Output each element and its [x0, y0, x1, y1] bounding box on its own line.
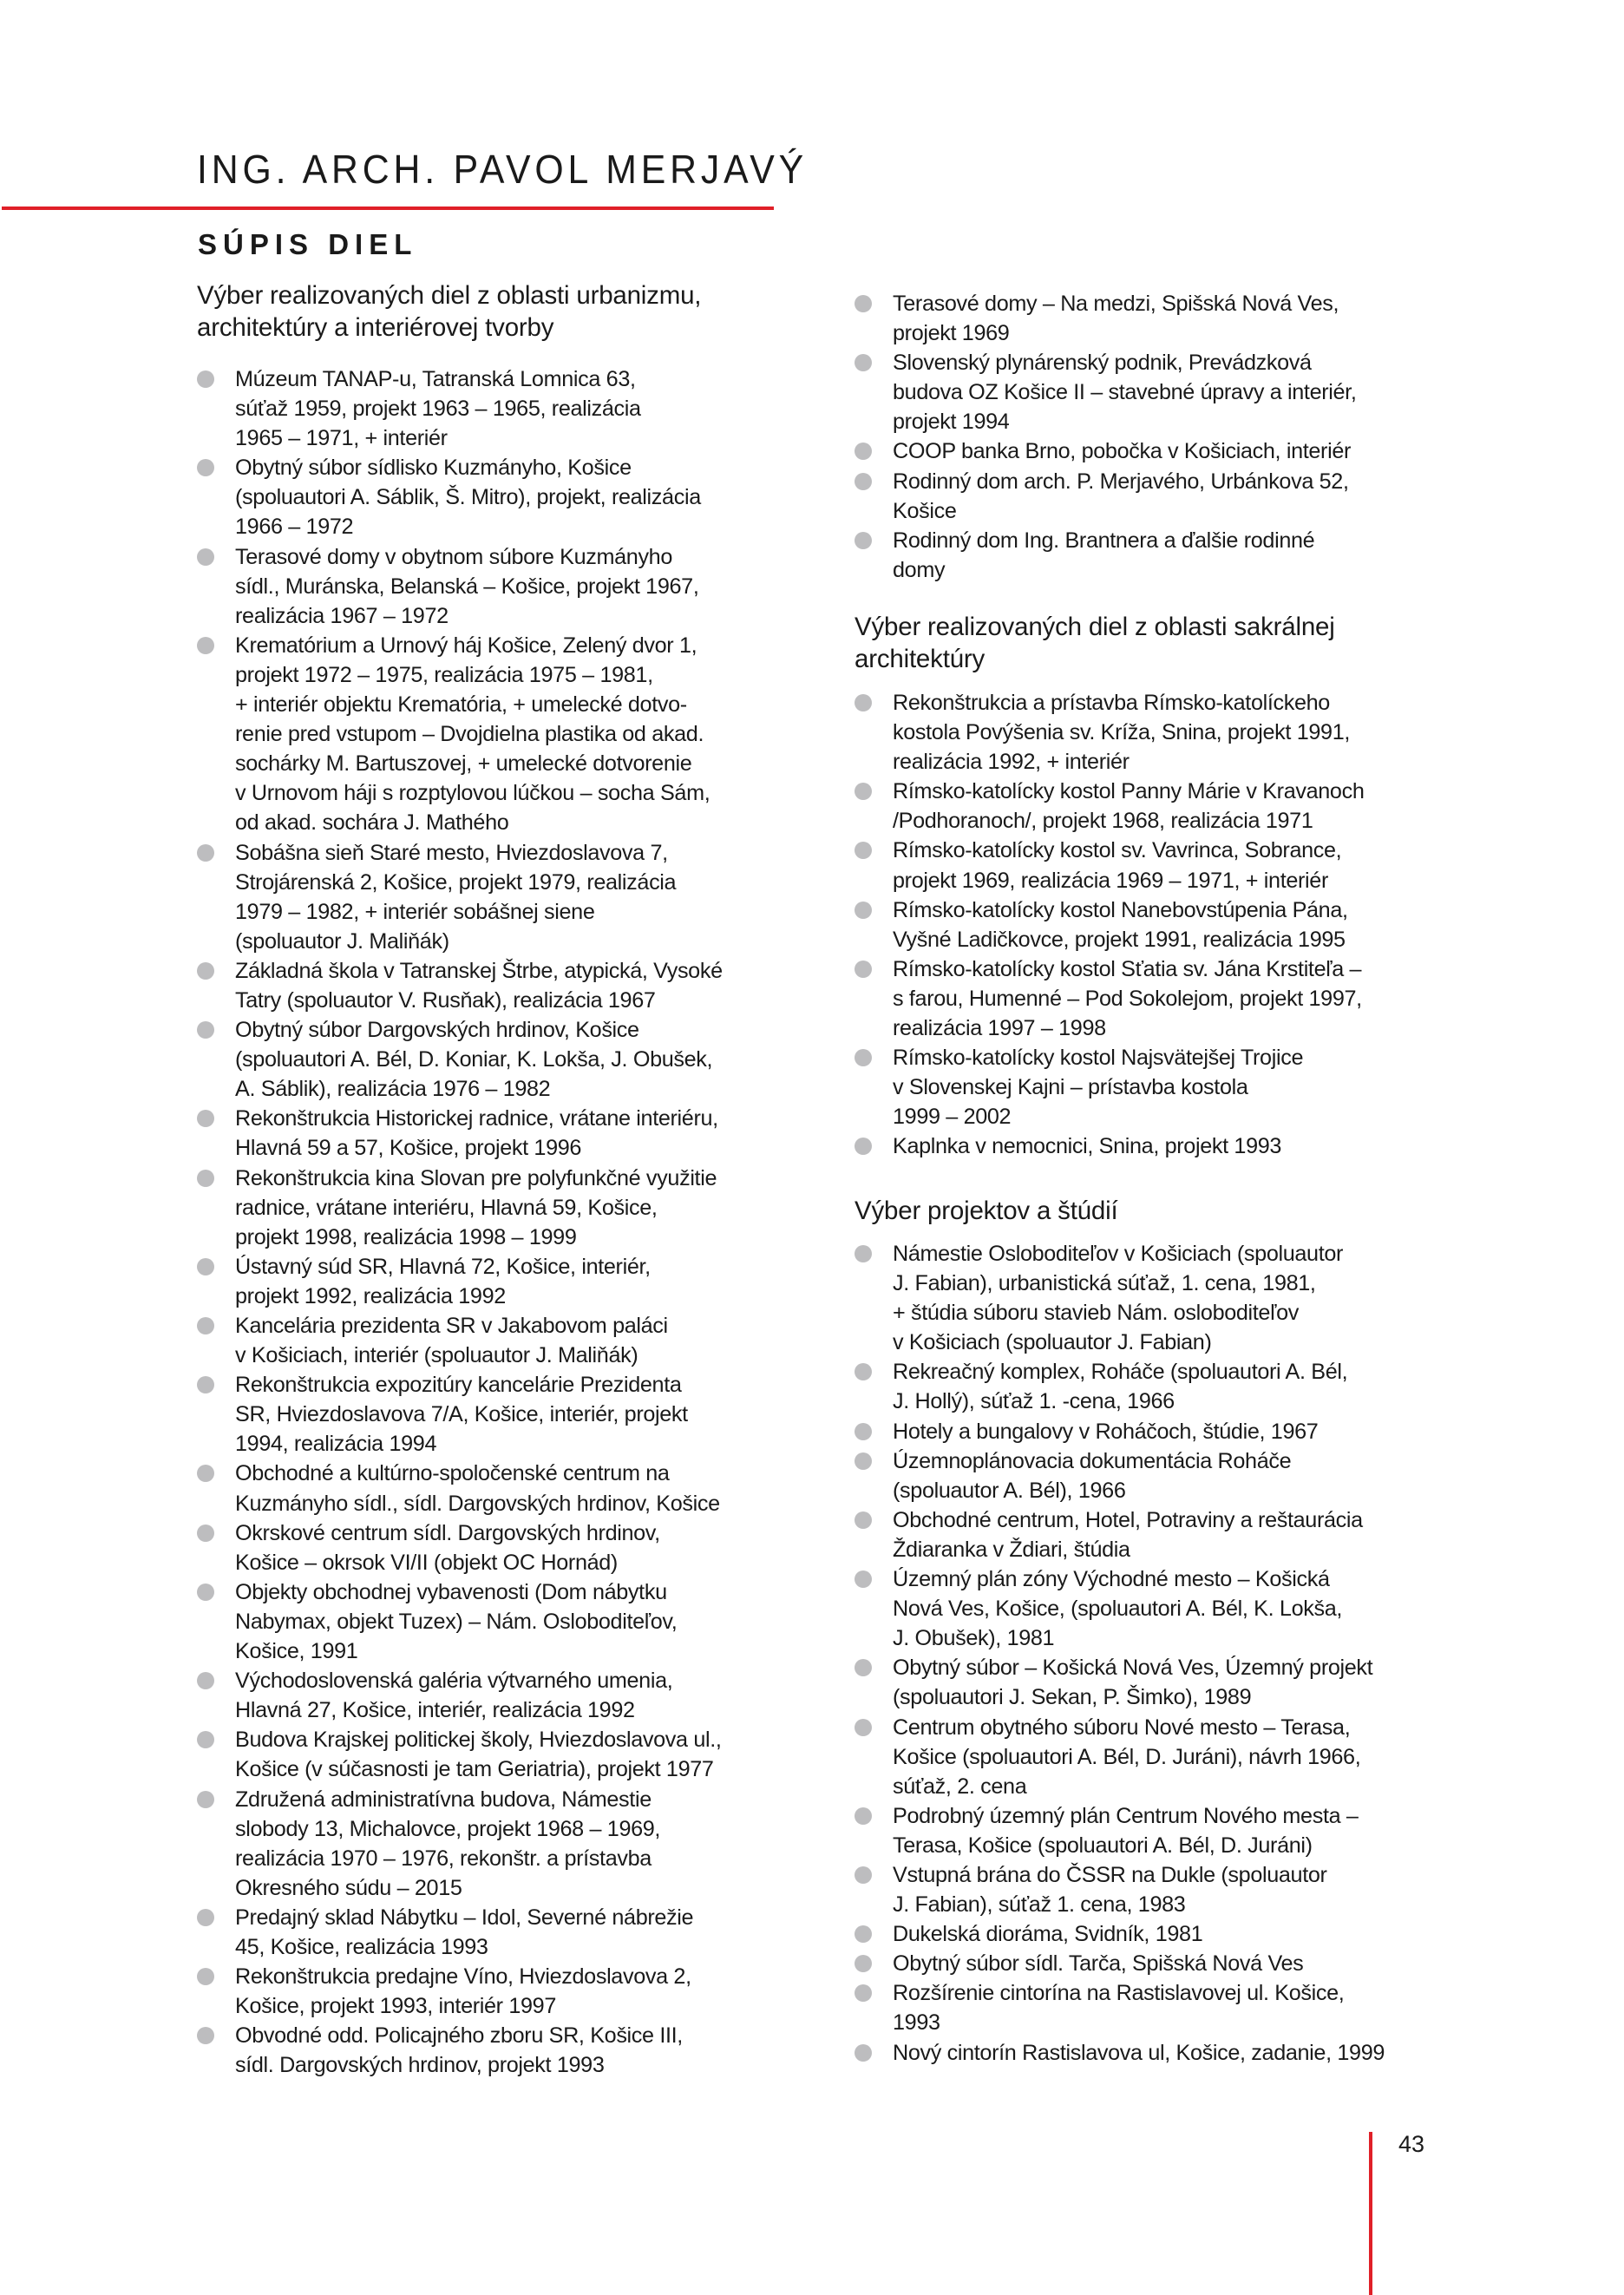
list-item	[197, 1577, 822, 1666]
list-item	[197, 1962, 822, 2021]
list-item-text: Sobášna sieň Staré mesto, Hviezdoslavova 7, Strojárenská 2, Košice, projekt 1979, realizácia 1979 – 1982, + interiér sobášnej siene (spoluautor J. Maliňák)	[235, 840, 677, 954]
list-item-text: Krematórium a Urnový háj Košice, Zelený dvor 1, projekt 1972 – 1975, realizácia 1975 – 1981, + interiér objektu Krematória, + umelecké dotvo- renie pred vstupom – Dvojdielna plastika od akad. sochárky M. Bartuszovej, + umelecké dotvorenie v Urnovom háji s rozptylovou lúčkou – socha Sám, od akad. sochára J. Mathého	[235, 633, 710, 836]
list-item	[855, 1653, 1479, 1712]
section-heading-sacral: Výber realizovaných diel z oblasti sakrálnej architektúry	[855, 613, 1335, 673]
bullet-icon	[855, 1866, 872, 1884]
list-item	[855, 836, 1479, 895]
bullet-icon	[855, 443, 872, 460]
list-item-text: Rímsko-katolícky kostol Panny Márie v Kravanoch /Podhoranoch/, projekt 1968, realizácia 1971	[893, 779, 1365, 834]
list-item	[197, 631, 822, 838]
list-item-text: Okrskové centrum sídl. Dargovských hrdinov, Košice – okrsok VI/II (objekt OC Hornád)	[235, 1520, 660, 1575]
page-subtitle: SÚPIS DIEL	[198, 228, 418, 260]
bullet-icon	[197, 1170, 214, 1187]
projects-list	[855, 1239, 1479, 2068]
list-item-text: Kancelária prezidenta SR v Jakabovom paláci v Košiciach, interiér (spoluautor J. Maliňák)	[235, 1314, 668, 1368]
list-item-text: COOP banka Brno, pobočka v Košiciach, interiér	[893, 439, 1352, 464]
bullet-icon	[855, 1511, 872, 1529]
list-item-text: Rekonštrukcia kina Slovan pre polyfunkčné využitie radnice, vrátane interiéru, Hlavná 59, Košice, projekt 1998, realizácia 1998 – 1999	[235, 1165, 717, 1249]
bullet-icon	[197, 1258, 214, 1275]
list-item	[197, 1015, 822, 1104]
list-item-text: Rekonštrukcia Historickej radnice, vrátane interiéru, Hlavná 59 a 57, Košice, projekt 1996	[235, 1106, 718, 1161]
bullet-icon	[855, 902, 872, 919]
bullet-icon	[197, 1584, 214, 1601]
list-item	[197, 838, 822, 956]
section-heading-projects: Výber projektov a štúdií	[855, 1197, 1118, 1225]
bullet-icon	[855, 1363, 872, 1380]
list-item	[197, 1903, 822, 1962]
bullet-icon	[855, 694, 872, 711]
list-item	[197, 542, 822, 631]
list-item	[855, 1801, 1479, 1860]
list-item	[197, 956, 822, 1015]
page-number-rule	[1369, 2132, 1372, 2295]
list-item-text: Podrobný územný plán Centrum Nového mesta – Terasa, Košice (spoluautori A. Bél, D. Juráni)	[893, 1803, 1359, 1858]
bullet-icon	[855, 1807, 872, 1825]
bullet-icon	[855, 1245, 872, 1262]
sacral-list	[855, 688, 1479, 1162]
bullet-icon	[197, 370, 214, 388]
list-item	[197, 1370, 822, 1459]
list-item-text: Obytný súbor sídlisko Kuzmányho, Košice (spoluautori A. Sáblik, Š. Mitro), projekt, realizácia 1966 – 1972	[235, 456, 701, 540]
bullet-icon	[855, 1049, 872, 1066]
list-item-text: Vstupná brána do ČSSR na Dukle (spoluautor J. Fabian), súťaž 1. cena, 1983	[893, 1862, 1327, 1918]
urbanism-list	[197, 364, 822, 2080]
list-item	[855, 1239, 1479, 1357]
list-item-text: Kaplnka v nemocnici, Snina, projekt 1993	[893, 1134, 1282, 1159]
list-item-text: Budova Krajskej politickej školy, Hviezdoslavova ul., Košice (v súčasnosti je tam Geriatria), projekt 1977	[235, 1728, 722, 1782]
list-item-text: Rodinný dom Ing. Brantnera a ďalšie rodinné domy	[893, 528, 1315, 582]
list-item-text: Objekty obchodnej vybavenosti (Dom nábytku Nabymax, objekt Tuzex) – Nám. Osloboditeľov, Košice, 1991	[235, 1579, 678, 1664]
list-item-text: Námestie Osloboditeľov v Košiciach (spoluautor J. Fabian), urbanistická súťaž, 1. cena, 1981, + štúdia súboru stavieb Nám. osloboditeľov v Košiciach (spoluautor J. Fabian)	[893, 1242, 1344, 1355]
page-number: 43	[1398, 2131, 1425, 2157]
title-underline-rule	[2, 207, 774, 210]
list-item-text: Východoslovenská galéria výtvarného umenia, Hlavná 27, Košice, interiér, realizácia 1992	[235, 1669, 673, 1723]
list-item-text: Rekonštrukcia predajne Víno, Hviezdoslavova 2, Košice, projekt 1993, interiér 1997	[235, 1964, 691, 2019]
list-item-text: Obytný súbor Dargovských hrdinov, Košice (spoluautori A. Bél, D. Koniar, K. Lokša, J. Obušek, A. Sáblik), realizácia 1976 – 1982	[235, 1018, 713, 1102]
list-item-text: Múzeum TANAP-u, Tatranská Lomnica 63, súťaž 1959, projekt 1963 – 1965, realizácia 1965 – 1971, + interiér	[235, 367, 641, 451]
list-item-text: Ústavný súd SR, Hlavná 72, Košice, interiér, projekt 1992, realizácia 1992	[235, 1254, 651, 1308]
bullet-icon	[855, 1570, 872, 1588]
list-item	[197, 364, 822, 453]
list-item	[855, 1564, 1479, 1653]
list-item	[197, 1666, 822, 1725]
list-item	[197, 1164, 822, 1252]
list-item-text: Terasové domy v obytnom súbore Kuzmányho sídl., Muránska, Belanská – Košice, projekt 1967, realizácia 1967 – 1972	[235, 544, 699, 628]
list-item-text: Slovenský plynárenský podnik, Prevádzková budova OZ Košice II – stavebné úpravy a interiér, projekt 1994	[893, 351, 1357, 435]
list-item-text: Územný plán zóny Východné mesto – Košická Nová Ves, Košice, (spoluautori A. Bél, K. Lokša, J. Obušek), 1981	[893, 1567, 1343, 1651]
list-item-text: Rekonštrukcia a prístavba Rímsko-katolíckeho kostola Povýšenia sv. Kríža, Snina, projekt 1991, realizácia 1992, + interiér	[893, 691, 1351, 775]
list-item-text: Rodinný dom arch. P. Merjavého, Urbánkova 52, Košice	[893, 469, 1349, 523]
bullet-icon	[197, 1909, 214, 1926]
list-item-text: Dukelská dioráma, Svidník, 1981	[893, 1922, 1203, 1947]
bullet-icon	[197, 1672, 214, 1689]
list-item	[855, 289, 1479, 348]
bullet-icon	[197, 548, 214, 566]
bullet-icon	[855, 1659, 872, 1676]
bullet-icon	[855, 1955, 872, 1972]
list-item-text: Rozšírenie cintorína na Rastislavovej ul. Košice, 1993	[893, 1981, 1345, 2036]
list-item-text: Rekreačný komplex, Roháče (spoluautori A. Bél, J. Hollý), súťaž 1. -cena, 1966	[893, 1360, 1348, 1414]
urbanism-list-continued	[855, 289, 1479, 585]
bullet-icon	[855, 354, 872, 371]
list-item	[855, 526, 1479, 585]
list-item	[197, 1518, 822, 1577]
list-item	[855, 1860, 1479, 1919]
bullet-icon	[197, 962, 214, 980]
list-item	[855, 1919, 1479, 1949]
list-item-text: Rímsko-katolícky kostol Najsvätejšej Trojice v Slovenskej Kajni – prístavba kostola 1999 – 2002	[893, 1046, 1304, 1130]
bullet-icon	[855, 842, 872, 859]
list-item-text: Obvodné odd. Policajného zboru SR, Košice III, sídl. Dargovských hrdinov, projekt 1993	[235, 2023, 683, 2078]
list-item	[855, 895, 1479, 954]
list-item	[855, 1505, 1479, 1564]
list-item	[855, 1357, 1479, 1416]
bullet-icon	[855, 295, 872, 312]
list-item	[855, 2038, 1479, 2068]
list-item	[197, 1252, 822, 1311]
bullet-icon	[197, 1731, 214, 1748]
list-item-text: Rímsko-katolícky kostol sv. Vavrinca, Sobrance, projekt 1969, realizácia 1969 – 1971, + interiér	[893, 838, 1342, 893]
bullet-icon	[855, 1925, 872, 1943]
bullet-icon	[197, 637, 214, 654]
list-item-text: Centrum obytného súboru Nové mesto – Terasa, Košice (spoluautori A. Bél, D. Juráni), návrh 1966, súťaž, 2. cena	[893, 1715, 1361, 1799]
bullet-icon	[197, 1791, 214, 1808]
bullet-icon	[855, 1423, 872, 1440]
bullet-icon	[855, 2044, 872, 2062]
bullet-icon	[855, 1984, 872, 2002]
list-item-text: Rekonštrukcia expozitúry kancelárie Prezidenta SR, Hviezdoslavova 7/A, Košice, interiér, projekt 1994, realizácia 1994	[235, 1373, 688, 1457]
bullet-icon	[197, 459, 214, 476]
bullet-icon	[197, 1317, 214, 1334]
list-item	[855, 1978, 1479, 2037]
bullet-icon	[197, 844, 214, 862]
list-item	[855, 1043, 1479, 1131]
bullet-icon	[197, 1525, 214, 1542]
list-item-text: Rímsko-katolícky kostol Nanebovstúpenia Pána, Vyšné Ladičkovce, projekt 1991, realizácia 1995	[893, 897, 1348, 952]
list-item	[197, 2021, 822, 2080]
list-item-text: Rímsko-katolícky kostol Sťatia sv. Jána Krstiteľa – s farou, Humenné – Pod Sokolejom, projekt 1997, realizácia 1997 – 1998	[893, 956, 1362, 1041]
list-item-text: Združená administratívna budova, Námestie slobody 13, Michalovce, projekt 1968 – 1969, realizácia 1970 – 1976, rekonštr. a prístavba Okresného súdu – 2015	[235, 1787, 661, 1900]
list-item-text: Základná škola v Tatranskej Štrbe, atypická, Vysoké Tatry (spoluautor V. Rusňak), realizácia 1967	[235, 958, 723, 1013]
list-item-text: Obchodné centrum, Hotel, Potraviny a reštaurácia Ždiaranka v Ždiari, štúdia	[893, 1507, 1363, 1562]
list-item	[197, 1785, 822, 1903]
list-item	[855, 1949, 1479, 1978]
bullet-icon	[197, 1376, 214, 1393]
list-item	[197, 1311, 822, 1370]
list-item-text: Nový cintorín Rastislavova ul, Košice, zadanie, 1999	[893, 2040, 1385, 2065]
list-item-text: Obytný súbor sídl. Tarča, Spišská Nová Ves	[893, 1951, 1304, 1977]
list-item	[197, 1725, 822, 1784]
list-item	[197, 453, 822, 541]
bullet-icon	[197, 2027, 214, 2044]
list-item	[855, 1417, 1479, 1446]
bullet-icon	[197, 1110, 214, 1127]
list-item-text: Terasové domy – Na medzi, Spišská Nová Ves, projekt 1969	[893, 292, 1339, 346]
list-item	[855, 777, 1479, 836]
list-item	[197, 1459, 822, 1518]
list-item-text: Obchodné a kultúrno-spoločenské centrum na Kuzmányho sídl., sídl. Dargovských hrdinov, Košice	[235, 1461, 720, 1516]
list-item	[855, 467, 1479, 526]
list-item	[855, 688, 1479, 777]
list-item	[855, 1446, 1479, 1505]
bullet-icon	[855, 473, 872, 490]
list-item-text: Obytný súbor – Košická Nová Ves, Územný projekt (spoluautori J. Sekan, P. Šimko), 1989	[893, 1656, 1373, 1710]
bullet-icon	[855, 1452, 872, 1470]
list-item-text: Hotely a bungalovy v Roháčoch, štúdie, 1967	[893, 1419, 1319, 1444]
bullet-icon	[197, 1968, 214, 1985]
bullet-icon	[855, 783, 872, 800]
list-item	[855, 348, 1479, 436]
page-title: ING. ARCH. PAVOL MERJAVÝ	[197, 147, 809, 192]
list-item-text: Predajný sklad Nábytku – Idol, Severné nábrežie 45, Košice, realizácia 1993	[235, 1905, 694, 1959]
bullet-icon	[197, 1465, 214, 1482]
bullet-icon	[855, 1138, 872, 1155]
bullet-icon	[855, 1719, 872, 1736]
list-item	[855, 436, 1479, 466]
section-heading-urbanism: Výber realizovaných diel z oblasti urbanizmu, architektúry a interiérovej tvorby	[197, 281, 702, 342]
list-item	[855, 1713, 1479, 1801]
bullet-icon	[197, 1021, 214, 1039]
list-item	[855, 1131, 1479, 1161]
bullet-icon	[855, 532, 872, 549]
bullet-icon	[855, 961, 872, 978]
list-item	[855, 954, 1479, 1043]
list-item-text: Územnoplánovacia dokumentácia Roháče (spoluautor A. Bél), 1966	[893, 1448, 1292, 1503]
list-item	[197, 1104, 822, 1163]
